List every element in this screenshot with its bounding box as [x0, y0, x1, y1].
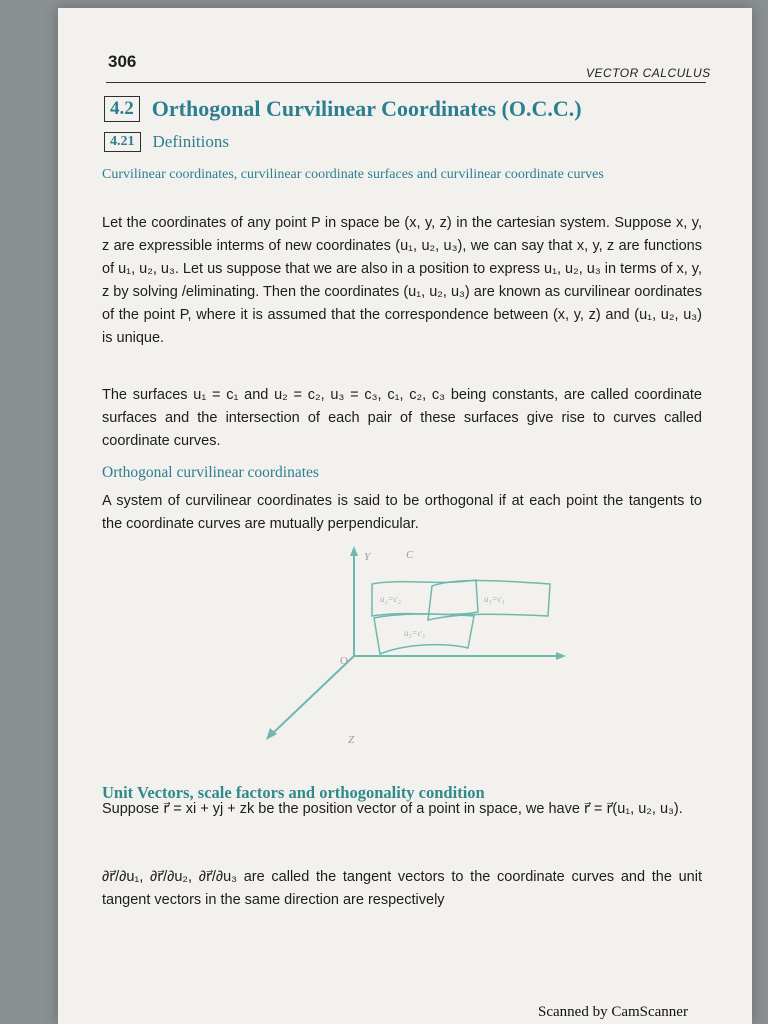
- subheading-unit-vectors: Unit Vectors, scale factors and orthogonality condition: [102, 783, 485, 802]
- section-title: Orthogonal Curvilinear Coordinates (O.C.C.): [151, 96, 582, 121]
- section-heading: [104, 96, 582, 122]
- coordinate-figure: [254, 544, 584, 754]
- paragraph-position-vector: Suppose r⃗ = xi + yj + zk be the position vector of a point in space, we have r⃗ = r⃗(u₁, u₂, u₃).: [102, 801, 683, 817]
- subsection-title: Definitions: [152, 132, 229, 151]
- section-number: 4.2: [104, 96, 140, 122]
- paragraph-tangent-vectors: ∂r⃗/∂u₁, ∂r⃗/∂u₂, ∂r⃗/∂u₃ are called the tangent vectors to the coordinate curves and the unit tangent vectors in the same direction are respectively: [102, 869, 702, 908]
- x-axis-arrow: [556, 652, 566, 660]
- subsection-number: 4.21: [104, 132, 141, 152]
- surface-u1-label: u₁=c₁: [484, 594, 505, 604]
- book-page: [58, 8, 752, 1024]
- page-number: 306: [108, 52, 137, 71]
- header-rule: [106, 82, 706, 83]
- surface-u3-label: u₃=c₃: [404, 628, 425, 638]
- running-head: VECTOR CALCULUS: [586, 66, 711, 80]
- paragraph-orthogonal-definition: A system of curvilinear coordinates is said to be orthogonal if at each point the tangents to the coordinate curves are mutually perpendicular.: [102, 493, 702, 532]
- paragraph-coordinate-surfaces: The surfaces u₁ = c₁ and u₂ = c₂, u₃ = c₃, c₁, c₂, c₃ being constants, are called coordinate surfaces and the intersection of each pair of these surfaces give rise to curves called coordinate curves.: [102, 387, 702, 449]
- curve-label: C: [406, 549, 414, 561]
- y-axis-arrow: [350, 546, 358, 556]
- paragraph-curvilinear-definition: Let the coordinates of any point P in space be (x, y, z) in the cartesian system. Suppose x, y, z are expressible interms of new coordinates (u₁, u₂, u₃), we can say that x, y, z are functions of u₁, u₂, u₃. Let us suppose that we are also in a position to express u₁, u₂, u₃ in terms of x, y, z by solving /eliminating. Then the coordinates (u₁, u₂, u₃) are known as curvilinear oordinates of the point P, where it is assumed that the correspondence between (x, y, z) and (u₁, u₂, u₃) is unique.: [102, 215, 703, 346]
- z-axis: [272, 656, 354, 734]
- subheading-curvilinear: Curvilinear coordinates, curvilinear coordinate surfaces and curvilinear coordinate curves: [102, 167, 604, 182]
- subsection-heading: [104, 132, 229, 152]
- z-axis-label: Z: [348, 734, 355, 746]
- origin-label: O: [340, 655, 348, 667]
- scanner-watermark: Scanned by CamScanner: [538, 1004, 688, 1020]
- subheading-orthogonal: Orthogonal curvilinear coordinates: [102, 464, 319, 481]
- y-axis-label: Y: [364, 551, 371, 563]
- surface-u2-label: u₂=c₂: [380, 594, 401, 604]
